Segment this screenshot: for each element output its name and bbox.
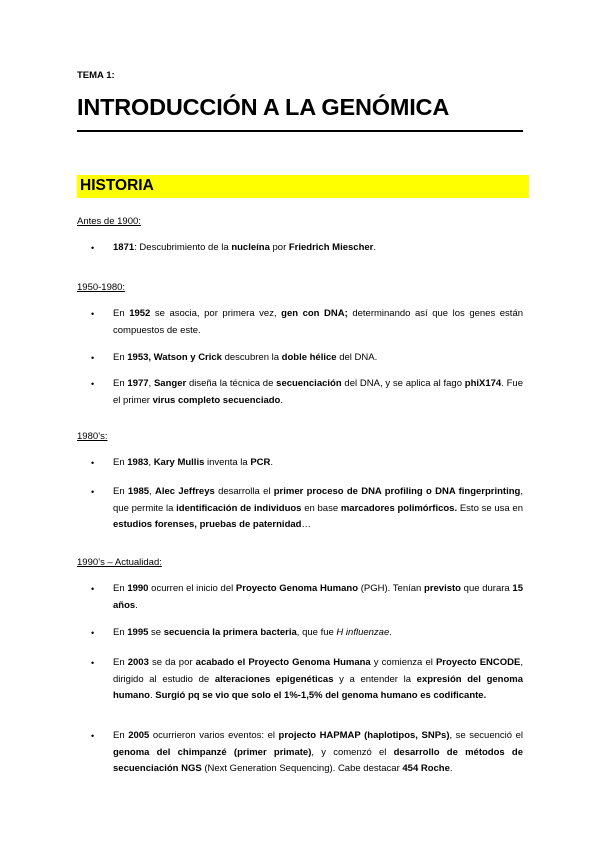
- bullet-icon: •: [91, 243, 95, 253]
- text-segment: 1985: [127, 486, 150, 497]
- period-heading: Antes de 1900:: [77, 216, 141, 227]
- text-segment: En: [113, 730, 129, 741]
- text-segment: diseña la técnica de: [186, 378, 277, 389]
- text-segment: En: [113, 486, 128, 497]
- text-segment: marcadores polimórficos.: [340, 502, 458, 514]
- text-segment: En: [113, 352, 128, 363]
- text-segment: y comienza el: [370, 657, 436, 668]
- text-segment: …: [301, 519, 311, 530]
- text-segment: alteraciones epigenéticas: [214, 673, 334, 685]
- text-segment: del DNA, y se aplica al fago: [341, 378, 465, 389]
- text-segment: determinando así que los genes están compuestos de este.: [113, 308, 524, 336]
- text-segment: Friedrich Miescher: [288, 242, 374, 253]
- text-segment: virus completo secuenciado: [152, 394, 281, 406]
- text-segment: 1952: [129, 308, 151, 319]
- bullet-icon: •: [91, 628, 95, 638]
- text-segment: desarrollo de métodos de secuenciación NGS: [113, 746, 523, 774]
- bullet-icon: •: [91, 658, 95, 668]
- bullet-icon: •: [91, 584, 95, 594]
- list-item: [91, 350, 523, 367]
- text-segment: En: [113, 583, 128, 594]
- text-segment: previsto: [424, 583, 461, 594]
- list-item: [91, 581, 523, 614]
- text-segment: 454 Roche: [402, 763, 450, 774]
- text-segment: del DNA.: [336, 352, 378, 363]
- text-segment: secuencia la primera bacteria: [163, 627, 297, 638]
- text-segment: . Fue el primer: [113, 378, 523, 406]
- text-segment: Sanger: [153, 378, 187, 389]
- text-segment: gen con DNA;: [281, 308, 348, 319]
- list-item-text: [113, 627, 392, 638]
- text-segment: identificación de individuos: [176, 502, 302, 514]
- text-segment: y a entender la: [333, 673, 417, 685]
- section-title: HISTORIA: [80, 177, 154, 194]
- bullet-icon: •: [91, 309, 95, 319]
- text-segment: ,: [149, 486, 155, 497]
- list-item-text: [113, 486, 523, 530]
- text-segment: que durara: [460, 583, 513, 594]
- text-segment: descubren la: [221, 352, 282, 363]
- text-segment: Alec Jeffreys: [154, 486, 215, 497]
- list-item: [91, 728, 523, 778]
- text-segment: En: [113, 657, 128, 668]
- text-segment: por: [269, 242, 289, 253]
- text-segment: 1983: [127, 457, 149, 468]
- text-segment: .: [389, 627, 392, 638]
- text-segment: , que permite la: [113, 486, 523, 514]
- title-underline-rule: [77, 130, 523, 132]
- text-segment: inventa la: [204, 457, 251, 468]
- list-item: [91, 625, 523, 642]
- text-segment: expresión del genoma humano: [113, 673, 523, 701]
- text-segment: acabado el Proyecto Genoma Humana: [195, 657, 371, 668]
- text-segment: 1871: [113, 242, 135, 253]
- text-segment: Proyecto ENCODE: [435, 657, 521, 668]
- text-segment: Surgió pq se vio que solo el 1%-1,5% del genoma humano es codificante.: [155, 690, 487, 701]
- text-segment: Esto se usa en: [457, 502, 523, 514]
- text-segment: .: [149, 690, 156, 701]
- list-item: [91, 484, 523, 534]
- text-segment: 2003: [127, 657, 149, 668]
- period-heading: 1990’s – Actualidad:: [77, 557, 162, 568]
- text-segment: projecto HAPMAP (haplotipos, SNPs): [278, 730, 450, 741]
- text-segment: En: [113, 457, 128, 468]
- list-item-text: [113, 657, 523, 701]
- text-segment: en base: [301, 502, 341, 514]
- text-segment: .: [449, 763, 453, 774]
- text-segment: En: [113, 378, 128, 389]
- text-segment: .: [135, 599, 138, 611]
- text-segment: nucleína: [231, 242, 270, 253]
- text-segment: ,: [148, 378, 154, 389]
- text-segment: Kary Mullis: [153, 457, 205, 468]
- bullet-icon: •: [91, 458, 95, 468]
- text-segment: En: [113, 627, 128, 638]
- text-segment: (Next Generation Sequencing). Cabe destacar: [201, 763, 403, 774]
- text-segment: se asocia, por primera vez,: [150, 308, 282, 319]
- text-segment: ocurrieron varios eventos: el: [149, 730, 279, 741]
- list-item: [91, 655, 524, 705]
- text-segment: se: [148, 627, 164, 638]
- text-segment: desarrolla el: [214, 486, 274, 497]
- text-segment: (PGH). Tenían: [358, 583, 425, 594]
- text-segment: : Descubrimiento de la: [134, 242, 232, 253]
- text-segment: ,: [148, 457, 154, 468]
- text-segment: , que fue: [296, 627, 337, 638]
- bullet-icon: •: [91, 731, 95, 741]
- list-item-text: [113, 730, 523, 774]
- list-item-text: [113, 378, 523, 406]
- list-item: [91, 455, 523, 472]
- text-segment: 1990: [127, 583, 149, 594]
- list-item-text: [113, 457, 273, 468]
- text-segment: .: [270, 457, 274, 468]
- text-segment: , dirigido al estudio de: [113, 657, 524, 685]
- text-segment: 1977: [127, 378, 149, 389]
- list-item-text: [113, 242, 376, 253]
- list-item-text: [113, 583, 523, 611]
- text-segment: doble hélice: [281, 352, 337, 363]
- list-item: [91, 240, 523, 257]
- tema-label: TEMA 1:: [77, 70, 115, 81]
- page-title: INTRODUCCIÓN A LA GENÓMICA: [77, 94, 450, 120]
- text-segment: .: [280, 394, 283, 406]
- text-segment: , se secuenció el: [449, 730, 523, 741]
- text-segment: primer proceso de DNA profiling o DNA fingerprinting: [273, 486, 521, 497]
- text-segment: H influenzae: [336, 627, 390, 638]
- list-item: [91, 376, 523, 409]
- bullet-icon: •: [91, 379, 95, 389]
- list-item: [91, 306, 524, 339]
- period-heading: 1950-1980:: [77, 282, 126, 293]
- text-segment: ocurren el inicio del: [148, 583, 236, 594]
- text-segment: .: [373, 242, 376, 253]
- period-heading: 1980’s:: [77, 431, 108, 442]
- text-segment: PCR: [250, 457, 271, 468]
- text-segment: En: [113, 308, 130, 319]
- text-segment: 15 años: [113, 583, 523, 611]
- text-segment: Proyecto Genoma Humano: [235, 583, 358, 594]
- text-segment: estudios forenses, pruebas de paternidad: [113, 519, 302, 530]
- text-segment: secuenciación: [276, 378, 342, 389]
- text-segment: phiX174: [464, 378, 502, 389]
- list-item-text: [113, 308, 523, 336]
- text-segment: , y comenzó el: [311, 746, 394, 758]
- bullet-icon: •: [91, 353, 95, 363]
- text-segment: 1953, Watson y Crick: [127, 352, 222, 363]
- text-segment: genoma del chimpanzé (primer primate): [113, 746, 312, 758]
- text-segment: se da por: [148, 657, 196, 668]
- text-segment: 2005: [128, 730, 150, 741]
- text-segment: 1995: [127, 627, 149, 638]
- bullet-icon: •: [91, 487, 95, 497]
- list-item-text: [113, 352, 377, 363]
